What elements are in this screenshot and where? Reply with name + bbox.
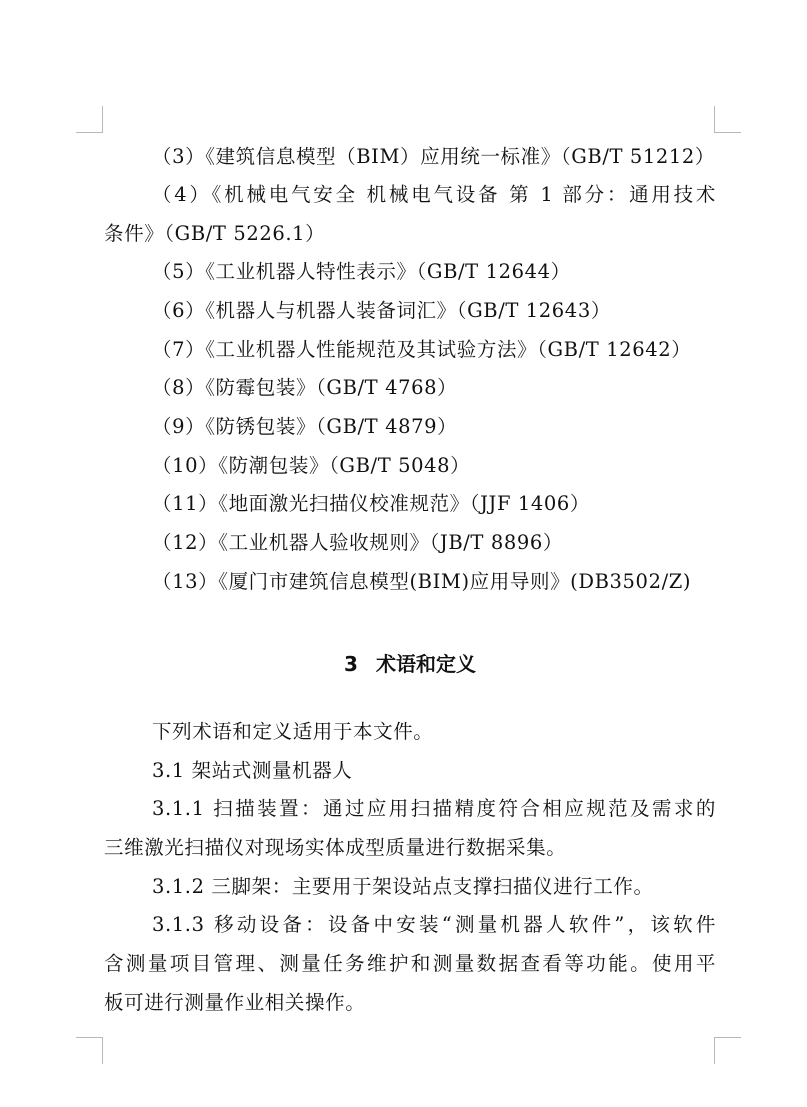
term-3-1-3-line-2: 含测量项目管理、测量任务维护和测量数据查看等功能。使用平	[104, 952, 716, 975]
reference-item-11: （11）《地面激光扫描仪校准规范》（JJF 1406）	[152, 492, 591, 515]
term-3-1-1-line-2: 三维激光扫描仪对现场实体成型质量进行数据采集。	[104, 836, 567, 859]
reference-item-5: （5）《工业机器人特性表示》（GB/T 12644）	[152, 260, 571, 283]
crop-mark-bottom-right	[714, 1037, 741, 1064]
term-3-1-3-line-1: 3.1.3 移动设备：设备中安装“测量机器人软件”，该软件	[152, 913, 716, 936]
crop-mark-bottom-left	[76, 1037, 103, 1064]
reference-item-3: （3）《建筑信息模型（BIM）应用统一标准》（GB/T 51212）	[152, 145, 716, 168]
reference-item-12: （12）《工业机器人验收规则》（JB/T 8896）	[152, 531, 563, 554]
reference-item-4-continued: 条件》（GB/T 5226.1）	[104, 222, 326, 245]
reference-item-10: （10）《防潮包装》（GB/T 5048）	[152, 454, 471, 477]
reference-item-7: （7）《工业机器人性能规范及其试验方法》（GB/T 12642）	[152, 338, 692, 361]
term-3-1-1-line-1: 3.1.1 扫描装置：通过应用扫描精度符合相应规范及需求的	[152, 797, 716, 820]
reference-item-13: （13）《厦门市建筑信息模型(BIM)应用导则》(DB3502/Z)	[152, 570, 692, 593]
term-heading-3-1: 3.1 架站式测量机器人	[152, 759, 353, 782]
section-title: 术语和定义	[375, 652, 476, 676]
section-heading	[104, 650, 716, 678]
crop-mark-top-left	[76, 106, 103, 133]
crop-mark-top-right	[714, 106, 741, 133]
reference-item-9: （9）《防锈包装》（GB/T 4879）	[152, 415, 458, 438]
intro-paragraph: 下列术语和定义适用于本文件。	[152, 720, 434, 743]
section-number: 3	[344, 652, 358, 676]
term-3-1-2: 3.1.2 三脚架：主要用于架设站点支撑扫描仪进行工作。	[152, 875, 654, 898]
reference-item-8: （8）《防霉包装》（GB/T 4768）	[152, 376, 458, 399]
term-3-1-3-line-3: 板可进行测量作业相关操作。	[104, 991, 366, 1014]
reference-item-6: （6）《机器人与机器人装备词汇》（GB/T 12643）	[152, 299, 611, 322]
reference-item-4: （4）《机械电气安全 机械电气设备 第 1 部分：通用技术	[152, 183, 716, 206]
